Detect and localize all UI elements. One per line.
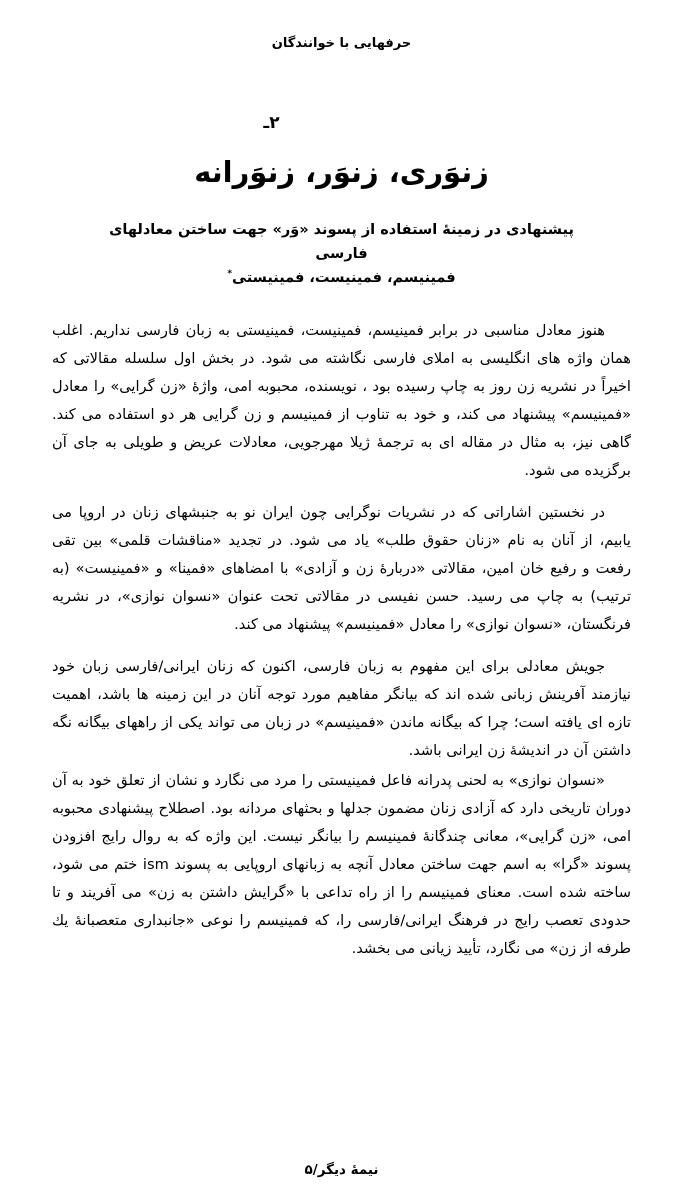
subtitle <box>93 219 591 291</box>
body-text <box>52 317 631 963</box>
running-head: حرفهایی با خوانندگان <box>271 36 412 51</box>
page-footer: نیمهٔ دیگر/۵ <box>304 1162 379 1178</box>
paragraph-2: در نخستین اشاراتی که در نشریات نوگرایی چون ایران نو به جنبشهای زنان در اروپا می یابیم، از آنان به نام «زنان حقوق طلب» یاد می شود. در تجدید «مناقشات قلمی» بین تقی رفعت و رفیع خان امین، مقالاتی «دربارهٔ زن و آزادی» با امضاهای «فمینا» و «فمینیست» (به ترتیب) به چاپ می رسید. حسن نفیسی در مقالاتی تحت عنوان «نسوان نوازی»، در نشریه فرنگستان، «نسوان نوازی» را معادل «فمینیسم» پیشنهاد می کند. <box>52 503 631 633</box>
section-number: ۲ـ <box>263 113 280 133</box>
page-title: زنوَری، زنوَر، زنوَرانه <box>194 155 489 189</box>
subtitle-line-2: فمینیسم، فمینیست، فمینیستی <box>232 269 456 286</box>
paragraph-3: جویش معادلی برای این مفهوم به زبان فارسی، اکنون که زنان ایرانی/فارسی زبان خود نیازمند آفرینش زبانی شده اند که بیانگر مفاهیم مورد توجه آنان در این زمینه ها باشد، اهمیت تازه ای یافته است؛ چرا که بیگانه ماندن «فمینیسم» در زبان می تواند یکی از راههای بیگانه نگه داشتن آن در اندیشهٔ زن ایرانی باشد. <box>52 657 631 759</box>
paragraph-4: «نسوان نوازی» به لحنی پدرانه فاعل فمینیستی را مرد می نگارد و نشان از تعلق خود به آن دوران تاریخی دارد که آزادی زنان مضمون جدلها و بحثهای مردانه بود. اصطلاح پیشنهادی محبوبه امی، «زن گرایی»، معانی چندگانهٔ فمینیسم را بیانگر نیست. این واژه که به روال رایج افزودن پسوند «گرا» به اسم جهت ساختن معادل آنچه به زبانهای اروپایی به پسوند ism ختم می شود، ساخته شده است. معنای فمینیسم را از راه تداعی با «گرایش داشتن به زن» می آفریند و تا حدودی تعصب رایج در فرهنگ ایرانی/فارسی را، که فمینیسم را نوعی «جانبداری متعصبانهٔ یك طرفه از زن» می نگارد، تأیید زیانی می بخشد. <box>52 772 631 958</box>
subtitle-footnote-marker: * <box>227 269 233 280</box>
paragraph-1: هنوز معادل مناسبی در برابر فمینیسم، فمینیست، فمینیستی به زبان فارسی نداریم. اغلب همان واژه های انگلیسی به املای فارسی نگاشته می شود. در بخش اول سلسله مقالاتی که اخیراً در نشریه زن روز به چاپ رسیده بود ، نویسنده، محبوبه امی، واژهٔ «زن گرایی» را معادل «فمینیسم» پیشنهاد می کند، و خود به تناوب از فمینیسم و زن گرایی هر دو استفاده می کند. گاهی نیز، به مثال در مقاله ای به ترجمهٔ ژیلا مهرجویی، معادلات عریض و طویلی به جای آن برگزیده می شود. <box>52 321 631 479</box>
subtitle-line-1: پیشنهادی در زمینهٔ استفاده از پسوند «وَر» جهت ساختن معادلهای فارسی <box>109 222 574 262</box>
